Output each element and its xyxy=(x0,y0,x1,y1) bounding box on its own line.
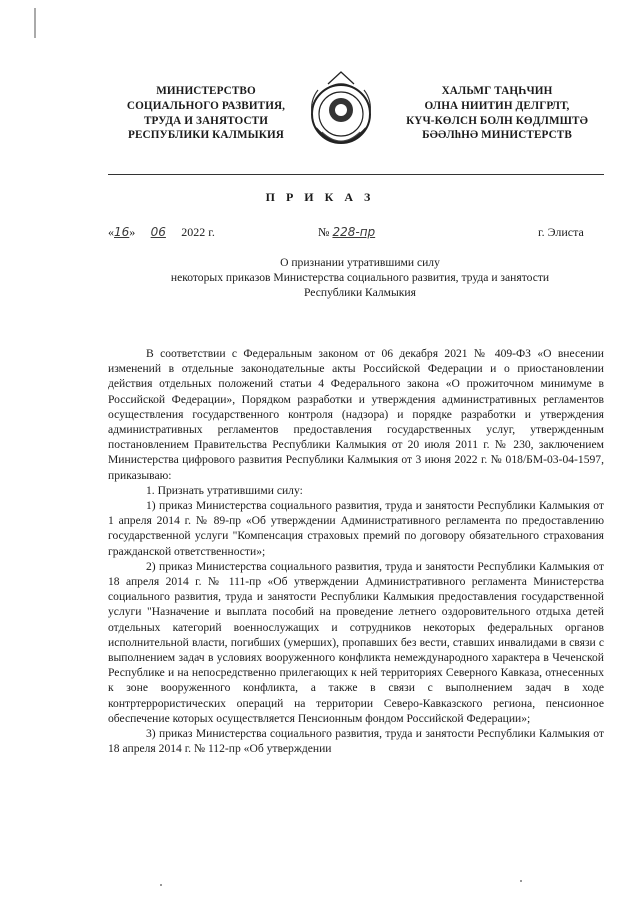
ministry-name-kalmyk: ХАЛЬМГ ТАҢҺЧИН ОЛНА НИИТИН ДЕЛГРЛТ, КҮЧ-КӨЛСН БОЛН КӨДЛМШТӘ БӘӘЛһНӘ МИНИСТЕРСТВ xyxy=(406,85,588,142)
margin-pen-mark xyxy=(34,8,36,38)
order-subject: О признании утратившими силу некоторых приказов Министерства социального развития, труда и занятости Республики Калмыкия xyxy=(170,256,550,299)
order-date: «16» 06 2022 г. xyxy=(108,225,215,239)
scan-speck xyxy=(520,880,522,882)
order-body xyxy=(108,346,604,756)
handwritten-month: 06 xyxy=(150,225,166,239)
order-city: г. Элиста xyxy=(538,225,584,239)
preamble-paragraph: В соответствии с Федеральным законом от 06 декабря 2021 № 409-ФЗ «О внесении изменений в отдельные законодательные акты Российской Федерации и о приостановлении действия отдельных положений статьи 4 Федерального закона «О прожиточном минимуме в Российской Федерации», Порядком разработки и утверждения административных регламентов осуществления государственного контроля (надзора) и порядке разработки и утверждения административных регламентов предоставления государственных услуг, утвержденным постановлением Правительства Республики Калмыкия от 20 июля 2011 г. № 230, заключением Министерства цифрового развития Республики Калмыкия от 3 июня 2022 г. № 018/БМ-03-04-1597, приказываю: xyxy=(108,347,604,482)
document-title: П Р И К А З xyxy=(265,190,375,204)
clause-1-item-3: 3) приказ Министерства социального развития, труда и занятости Республики Калмыкия от 18 апреля 2014 г. № 112-пр «Об утверждении xyxy=(108,727,604,756)
order-number: № 228-пр xyxy=(318,225,384,240)
handwritten-day: 16 xyxy=(114,225,130,239)
handwritten-number: 228-пр xyxy=(332,225,376,239)
ministry-name-russian: МИНИСТЕРСТВО СОЦИАЛЬНОГО РАЗВИТИЯ, ТРУДА И ЗАНЯТОСТИ РЕСПУБЛИКИ КАЛМЫКИЯ xyxy=(126,85,286,142)
header-divider xyxy=(108,174,604,175)
scan-speck xyxy=(160,884,162,886)
clause-1-item-2: 2) приказ Министерства социального развития, труда и занятости Республики Калмыкия от 18 апреля 2014 г. № 111-пр «Об утверждении Административного регламента Министерства социального развития, труда и занятости Республики Калмыкия предоставления государственной услуги "Назначение и выплата пособий на проведение летнего оздоровительного отдыха детей отдельных категорий военнослужащих и сотрудников некоторых федеральных органов исполнительной власти, погибших (умерших), пропавших без вести, ставших инвалидами в связи с выполнением задач в условиях вооруженного конфликта немеждународного характера в Чеченской Республике и на непосредственно прилегающих к ней территориях Северного Кавказа, отнесенных к зоне вооруженного конфликта, а также в связи с выполнением задач в ходе контртеррористических операций на территории Северо-Кавказского региона, пенсионное обеспечение которых осуществляется Пенсионным фондом Российской Федерации»; xyxy=(108,559,604,725)
clause-1-item-1: 1) приказ Министерства социального развития, труда и занятости Республики Калмыкия от 1 апреля 2014 г. № 89-пр «Об утверждении Административного регламента по предоставлению государственной услуги "Компенсация страховых премий по договору обязательного страхования гражданской ответственности»; xyxy=(108,499,604,558)
coat-of-arms-emblem xyxy=(306,70,376,156)
clause-1: 1. Признать утратившими силу: xyxy=(146,483,303,497)
